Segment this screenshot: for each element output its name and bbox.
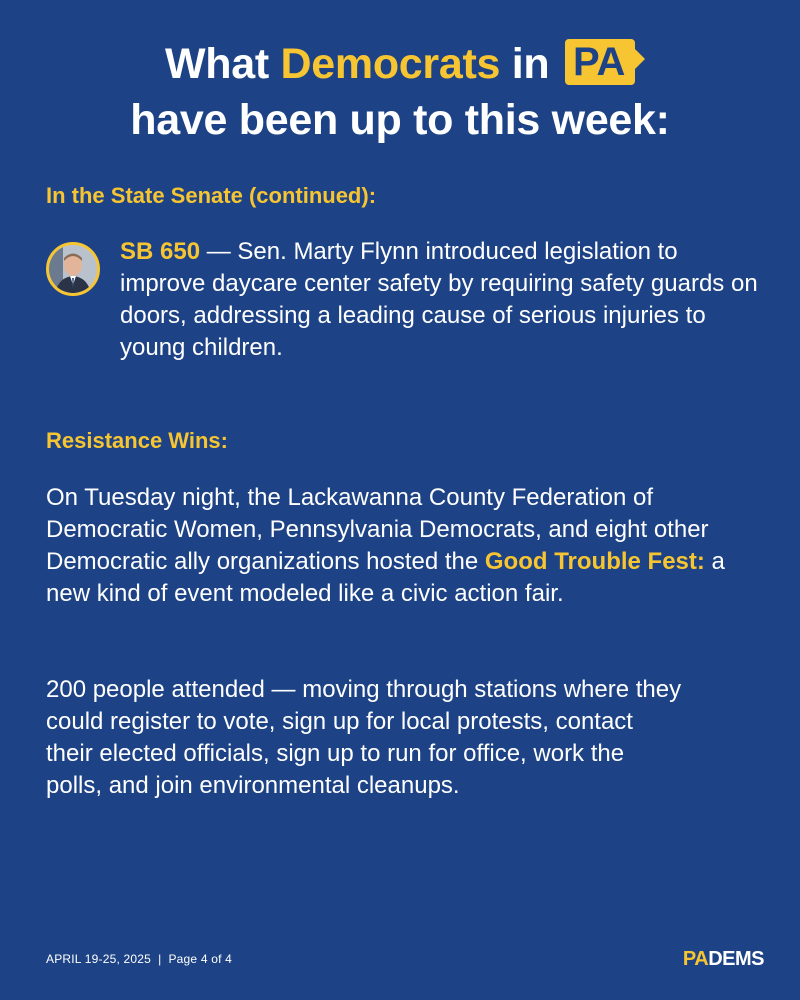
logo-pa: PA [682,948,709,970]
senator-portrait [49,245,97,293]
para1-text-end: a new kind of event modeled like a civic action fair. [46,548,725,607]
resistance-heading: Resistance Wins: [46,428,228,453]
bill-description: — Sen. Marty Flynn introduced legislation to improve daycare center safety by requiring safety guards on doors, addressing a leading cause of serious injuries to young children. [120,238,758,361]
headline-line-2: have been up to this week: [130,96,670,144]
bill-id: SB 650 [120,238,201,265]
resistance-paragraph-2: 200 people attended — moving through stations where they could register to vote, sign up for local protests, contact their elected officials, sign up to run for office, work the polls, and join environmental cleanups. [46,676,682,799]
footer-date-page: APRIL 19-25, 2025 | Page 4 of 4 [46,952,233,966]
headline-line-1 [0,36,800,92]
good-trouble-fest-highlight: Good Trouble Fest: [484,548,705,575]
headline-word-in: in [511,40,550,88]
senator-avatar [46,242,100,296]
padems-logo [683,948,764,971]
para1-text-start: On Tuesday night, the Lackawanna County Federation of Democratic Women, Pennsylvania Democrats, and eight other Democratic ally organizations hosted the [46,484,709,575]
pa-state-badge: PA [565,39,635,85]
headline [0,36,800,148]
headline-word-what: What [164,40,269,88]
headline-accent-democrats: Democrats [280,40,501,88]
resistance-paragraph-1 [46,482,766,610]
senate-heading: In the State Senate (continued): [46,183,377,208]
logo-dems: DEMS [708,948,764,970]
bill-sb-650 [120,236,760,364]
